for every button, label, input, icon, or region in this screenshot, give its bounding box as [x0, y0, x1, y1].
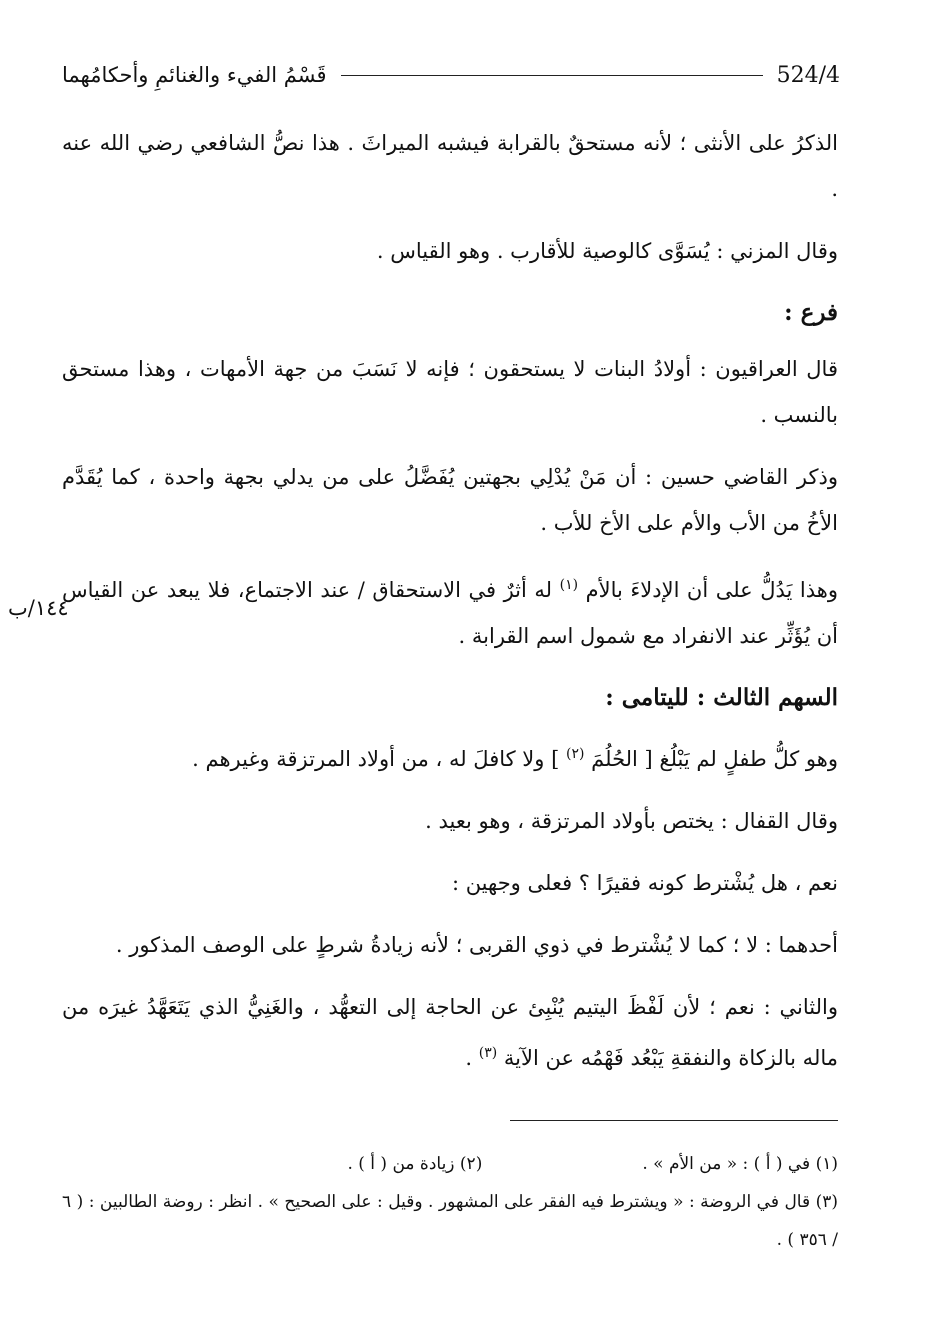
- page-number: 524/4: [776, 62, 840, 88]
- paragraph-text: .: [465, 1046, 473, 1070]
- paragraph-text: ] ولا كافلَ له ، من أولاد المرتزقة وغيرهم .: [192, 747, 560, 771]
- paragraph-text: له أثرٌ في الاستحقاق / عند الاجتماع، فلا يبعد عن القياس أن يُؤَثِّر عند الانفراد مع شمول اسم القرابة .: [62, 578, 838, 648]
- header-rule: [341, 75, 763, 76]
- section-heading: السهم الثالث : لليتامى :: [605, 684, 838, 711]
- paragraph: [62, 984, 838, 1081]
- paragraph: أحدهما : لا ؛ كما لا يُشْترط في ذوي القربى ؛ لأنه زيادةُ شرطٍ على الوصف المذكور .: [115, 933, 838, 957]
- running-title: قَسْمُ الفيء والغنائمِ وأحكامُهما: [62, 63, 327, 87]
- footnote-3: (٣) قال في الروضة : « ويشترط فيه الفقر على المشهور . وقيل : على الصحيح » . انظر : روضة الطالبين : ( ٦ / ٣٥٦ ) .: [62, 1192, 838, 1250]
- footnote-row: [62, 1145, 838, 1183]
- paragraph: وقال المزني : يُسَوَّى كالوصية للأقارب . وهو القياس .: [376, 239, 838, 263]
- section-heading: فرع :: [784, 299, 838, 326]
- paragraph: الذكرُ على الأنثى ؛ لأنه مستحقٌ بالقرابة فيشبه الميراثَ . هذا نصُّ الشافعي رضي الله عنه .: [62, 131, 838, 201]
- paragraph-text: والثاني : نعم ؛ لأن لَفْظَ اليتيم يُنْبِئ عن الحاجة إلى التعهُّد ، والغَنِيُّ الذي يَتَعَهَّدُ غيرَه من ماله بالزكاة والنفقةِ يَبْعُد فَهْمُه عن الآية: [62, 995, 838, 1070]
- main-text: [62, 120, 838, 1097]
- footnote-ref: (٣): [478, 1045, 498, 1061]
- paragraph: قال العراقيون : أولادُ البنات لا يستحقون ؛ فإنه لا نَسَبَ من جهة الأمهات ، وهذا مستحق بالنسب .: [62, 357, 838, 427]
- footnote-ref: (١): [559, 577, 579, 593]
- footnote-ref: (٢): [565, 746, 585, 762]
- paragraph: وقال القفال : يختص بأولاد المرتزقة ، وهو بعيد .: [425, 809, 838, 833]
- paragraph: وذكر القاضي حسين : أن مَنْ يُدْلِي بجهتين يُفَضَّلُ على من يدلي بجهة واحدة ، كما يُقَدَّم الأخُ من الأب والأم على الأخ للأب .: [62, 465, 838, 535]
- page-header: [62, 58, 840, 92]
- paragraph: [62, 731, 838, 782]
- footnote-2: (٢) زيادة من ( أ ) .: [347, 1154, 483, 1174]
- paragraph-text: وهو كلُّ طفلٍ لم يَبْلُغ [ الحُلُمَ: [591, 747, 838, 771]
- footnote-1: (١) في ( أ ) : « من الأم » .: [642, 1154, 838, 1174]
- folio-margin-note: ١٤٤/ب: [8, 596, 69, 620]
- footnotes: [62, 1145, 838, 1259]
- footnote-rule: [510, 1120, 838, 1121]
- paragraph: [62, 562, 838, 659]
- paragraph-text: وهذا يَدُلُّ على أن الإدلاءَ بالأم: [585, 578, 838, 602]
- paragraph: نعم ، هل يُشْترط كونه فقيرًا ؟ فعلى وجهين :: [451, 871, 838, 895]
